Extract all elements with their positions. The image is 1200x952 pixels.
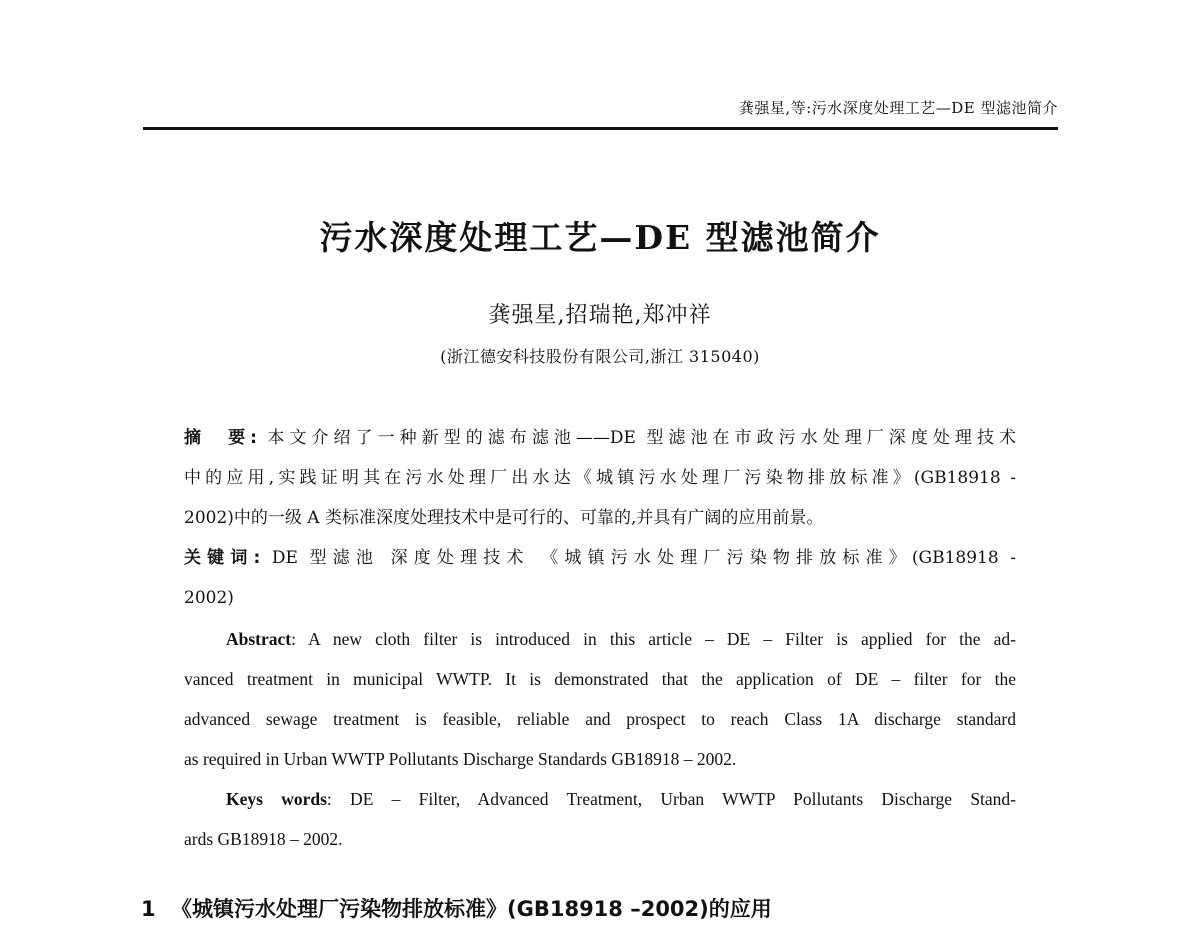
abstract-cn-line-2: 中的应用,实践证明其在污水处理厂出水达《城镇污水处理厂污染物排放标准》(GB18918 - xyxy=(184,468,1016,488)
affiliation: (浙江德安科技股份有限公司,浙江 315040) xyxy=(440,347,760,366)
abstract-en-line-2: vanced treatment in municipal WWTP. It is demonstrated that the application of DE – filter for the xyxy=(184,669,1016,689)
keyword-cn-1: DE 型滤池 xyxy=(271,548,380,568)
paper-title: 污水深度处理工艺—DE 型滤池简介 xyxy=(319,218,881,257)
running-header: 龚强星,等:污水深度处理工艺—DE 型滤池简介 xyxy=(738,99,1058,117)
abstract-en-line-1 xyxy=(184,627,1016,651)
abstract-cn-line-1 xyxy=(184,426,1016,450)
section-1-title: 《城镇污水处理厂污染物排放标准》(GB18918 –2002)的应用 xyxy=(171,897,772,921)
keywords-en-text: : DE – Filter, Advanced Treatment, Urban WWTP Pollutants Discharge Stand- xyxy=(326,789,1017,809)
keywords-en-line-2: ards GB18918 – 2002. xyxy=(184,829,343,849)
abstract-en-label: Abstract xyxy=(226,629,292,649)
abstract-cn-label: 摘 要: xyxy=(184,428,257,448)
keywords-en-label: Keys words xyxy=(226,789,327,809)
authors: 龚强星,招瑞艳,郑冲祥 xyxy=(488,303,712,328)
abstract-cn-line-3: 2002)中的一级 A 类标准深度处理技术中是可行的、可靠的,并具有广阔的应用前景。 xyxy=(184,508,824,528)
keywords-cn-line-2: 2002) xyxy=(184,588,234,608)
keywords-cn-line-1 xyxy=(184,546,1016,570)
abstract-en-line-3: advanced sewage treatment is feasible, reliable and prospect to reach Class 1A discharge standard xyxy=(184,709,1016,729)
keyword-cn-3: 《城镇污水处理厂污染物排放标准》(GB18918 - xyxy=(541,548,1016,568)
abstract-en-line-4: as required in Urban WWTP Pollutants Discharge Standards GB18918 – 2002. xyxy=(184,749,737,769)
abstract-en-text: : A new cloth filter is introduced in this article – DE – Filter is applied for the ad- xyxy=(291,629,1016,649)
header-rule xyxy=(143,127,1058,130)
section-1-heading xyxy=(141,893,772,923)
abstract-cn-text: 本文介绍了一种新型的滤布滤池——DE 型滤池在市政污水处理厂深度处理技术 xyxy=(267,428,1016,448)
keyword-cn-2: 深度处理技术 xyxy=(390,548,530,568)
section-1-number: 1 xyxy=(141,897,156,921)
keywords-cn-label: 关键词: xyxy=(184,548,261,568)
keywords-en-line-1 xyxy=(184,787,1016,811)
